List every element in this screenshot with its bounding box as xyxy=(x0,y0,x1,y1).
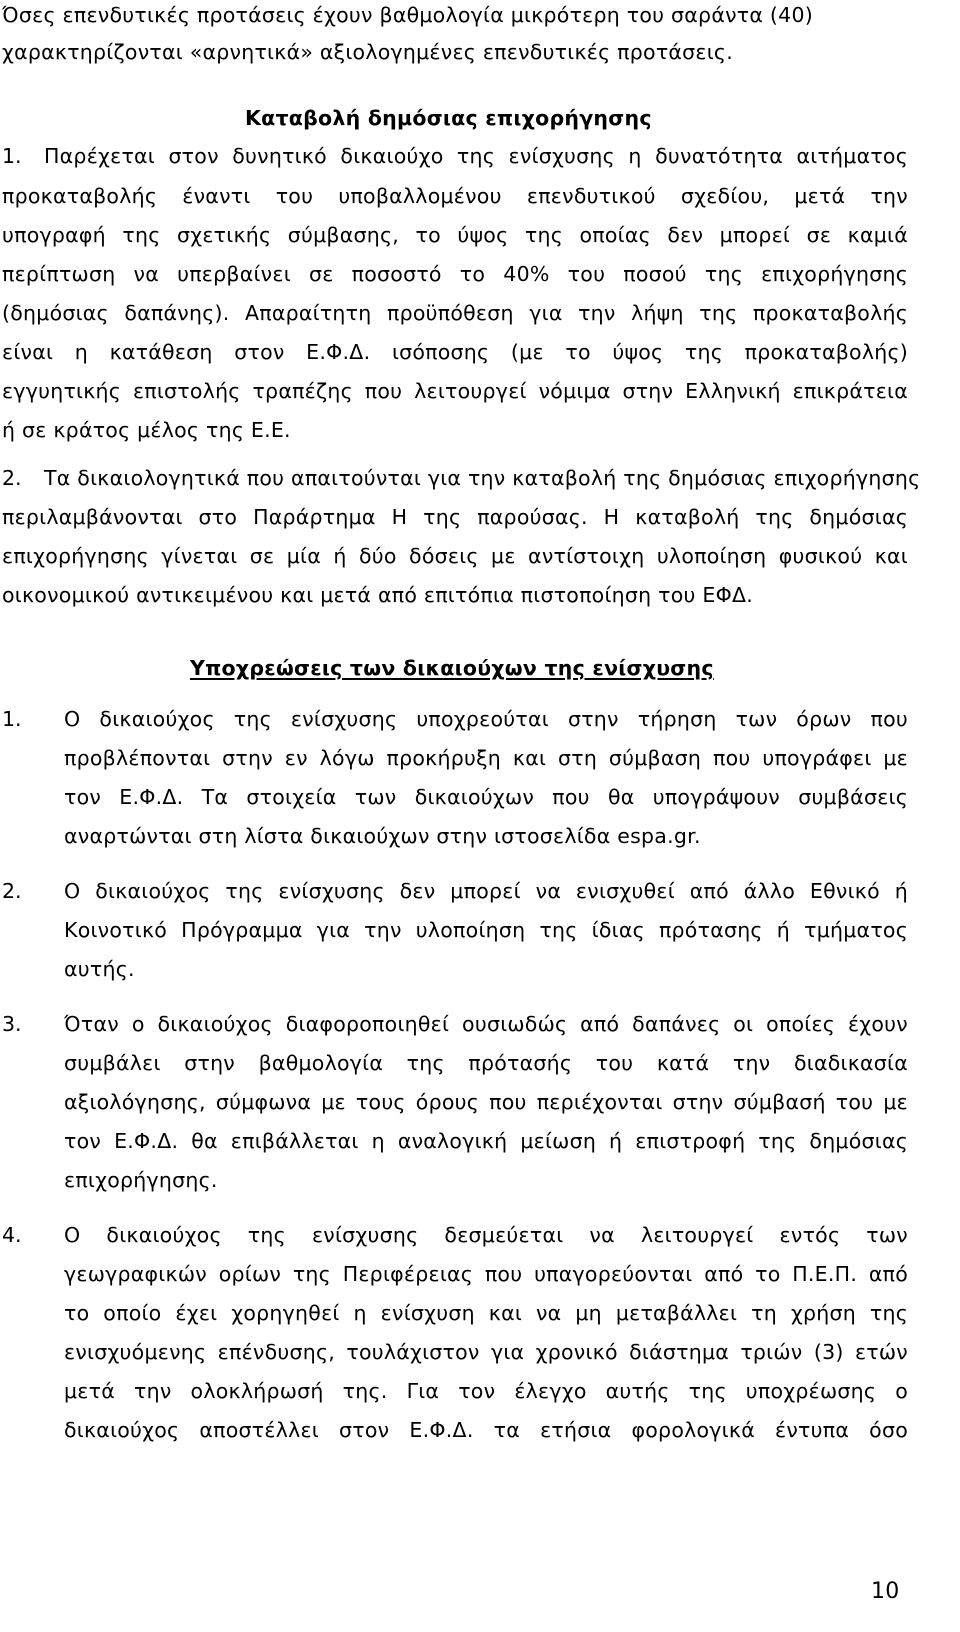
paragraph-line: ενισχυόμενης επένδυσης, τουλάχιστον για χρονικό διάστημα τριών (3) ετών xyxy=(64,1340,908,1364)
paragraph-line: οικονομικού αντικειμένου και μετά από επιτόπια πιστοποίηση του ΕΦΔ. xyxy=(2,583,754,607)
paragraph-line: επιχορήγησης γίνεται σε μία ή δύο δόσεις με αντίστοιχη υλοποίηση φυσικού και xyxy=(2,544,908,568)
paragraph-line: περιλαμβάνονται στο Παράρτημα Η της παρούσας. Η καταβολή της δημόσιας xyxy=(2,505,908,529)
list-number: 4. xyxy=(2,1223,22,1247)
paragraph-line: γεωγραφικών ορίων της Περιφέρειας που υπαγορεύονται από το Π.Ε.Π. από xyxy=(64,1262,908,1286)
section-heading-payment: Καταβολή δημόσιας επιχορήγησης xyxy=(245,106,652,130)
list-number: 1. xyxy=(2,144,22,168)
paragraph-line: δικαιούχος αποστέλλει στον Ε.Φ.Δ. τα ετήσια φορολογικά έντυπα όσο xyxy=(64,1418,908,1442)
paragraph-line: τον Ε.Φ.Δ. θα επιβάλλεται η αναλογική μείωση ή επιστροφή της δημόσιας xyxy=(64,1129,908,1153)
paragraph-line: τον Ε.Φ.Δ. Τα στοιχεία των δικαιούχων που θα υπογράψουν συμβάσεις xyxy=(64,785,908,809)
paragraph-line: Παρέχεται στον δυνητικό δικαιούχο της ενίσχυσης η δυνατότητα αιτήματος xyxy=(44,144,908,168)
paragraph-line: επιχορήγησης. xyxy=(64,1168,218,1192)
paragraph-line: υπογραφή της σχετικής σύμβασης, το ύψος της οποίας δεν μπορεί σε καμιά xyxy=(2,223,908,247)
list-number: 2. xyxy=(2,879,22,903)
section-heading-obligations: Υποχρεώσεις των δικαιούχων της ενίσχυσης xyxy=(190,656,714,680)
paragraph-line: περίπτωση να υπερβαίνει σε ποσοστό το 40% του ποσού της επιχορήγησης xyxy=(2,262,908,286)
paragraph-line: Ο δικαιούχος της ενίσχυσης δεν μπορεί να ενισχυθεί από άλλο Εθνικό ή xyxy=(64,879,908,903)
paragraph-line: συμβάλει στην βαθμολογία της πρότασής του κατά την διαδικασία xyxy=(64,1051,908,1075)
paragraph-line: (δημόσιας δαπάνης). Απαραίτητη προϋπόθεση για την λήψη της προκαταβολής xyxy=(2,301,908,325)
paragraph-line: Ο δικαιούχος της ενίσχυσης υποχρεούται στην τήρηση των όρων που xyxy=(64,707,908,731)
intro-line: Όσες επενδυτικές προτάσεις έχουν βαθμολογία μικρότερη του σαράντα (40) xyxy=(2,3,813,27)
paragraph-line: είναι η κατάθεση στον Ε.Φ.Δ. ισόποσης (με το ύψος της προκαταβολής) xyxy=(2,340,908,364)
paragraph-line: Τα δικαιολογητικά που απαιτούνται για την καταβολή της δημόσιας επιχορήγησης xyxy=(44,466,921,490)
paragraph-line: αναρτώνται στη λίστα δικαιούχων στην ιστοσελίδα espa.gr. xyxy=(64,824,701,848)
page-number: 10 xyxy=(871,1579,900,1604)
paragraph-line: προκαταβολής έναντι του υποβαλλομένου επενδυτικού σχεδίου, μετά την xyxy=(2,184,908,208)
paragraph-line: ή σε κράτος μέλος της Ε.Ε. xyxy=(2,418,291,442)
paragraph-line: αυτής. xyxy=(64,957,135,981)
list-number: 1. xyxy=(2,707,22,731)
paragraph-line: μετά την ολοκλήρωσή της. Για τον έλεγχο αυτής της υποχρέωσης ο xyxy=(64,1379,908,1403)
paragraph-line: Κοινοτικό Πρόγραμμα για την υλοποίηση της ίδιας πρότασης ή τμήματος xyxy=(64,918,908,942)
list-number: 2. xyxy=(2,466,22,490)
paragraph-line: προβλέπονται στην εν λόγω προκήρυξη και στη σύμβαση που υπογράφει με xyxy=(64,746,908,770)
paragraph-line: Όταν ο δικαιούχος διαφοροποιηθεί ουσιωδώς από δαπάνες οι οποίες έχουν xyxy=(64,1012,908,1036)
intro-line: χαρακτηρίζονται «αρνητικά» αξιολογημένες επενδυτικές προτάσεις. xyxy=(2,40,733,64)
paragraph-line: Ο δικαιούχος της ενίσχυσης δεσμεύεται να λειτουργεί εντός των xyxy=(64,1223,908,1247)
paragraph-line: αξιολόγησης, σύμφωνα με τους όρους που περιέχονται στην σύμβασή του με xyxy=(64,1090,908,1114)
list-number: 3. xyxy=(2,1012,22,1036)
paragraph-line: το οποίο έχει χορηγηθεί η ενίσχυση και να μη μεταβάλλει τη χρήση της xyxy=(64,1301,908,1325)
paragraph-line: εγγυητικής επιστολής τραπέζης που λειτουργεί νόμιμα στην Ελληνική επικράτεια xyxy=(2,379,908,403)
